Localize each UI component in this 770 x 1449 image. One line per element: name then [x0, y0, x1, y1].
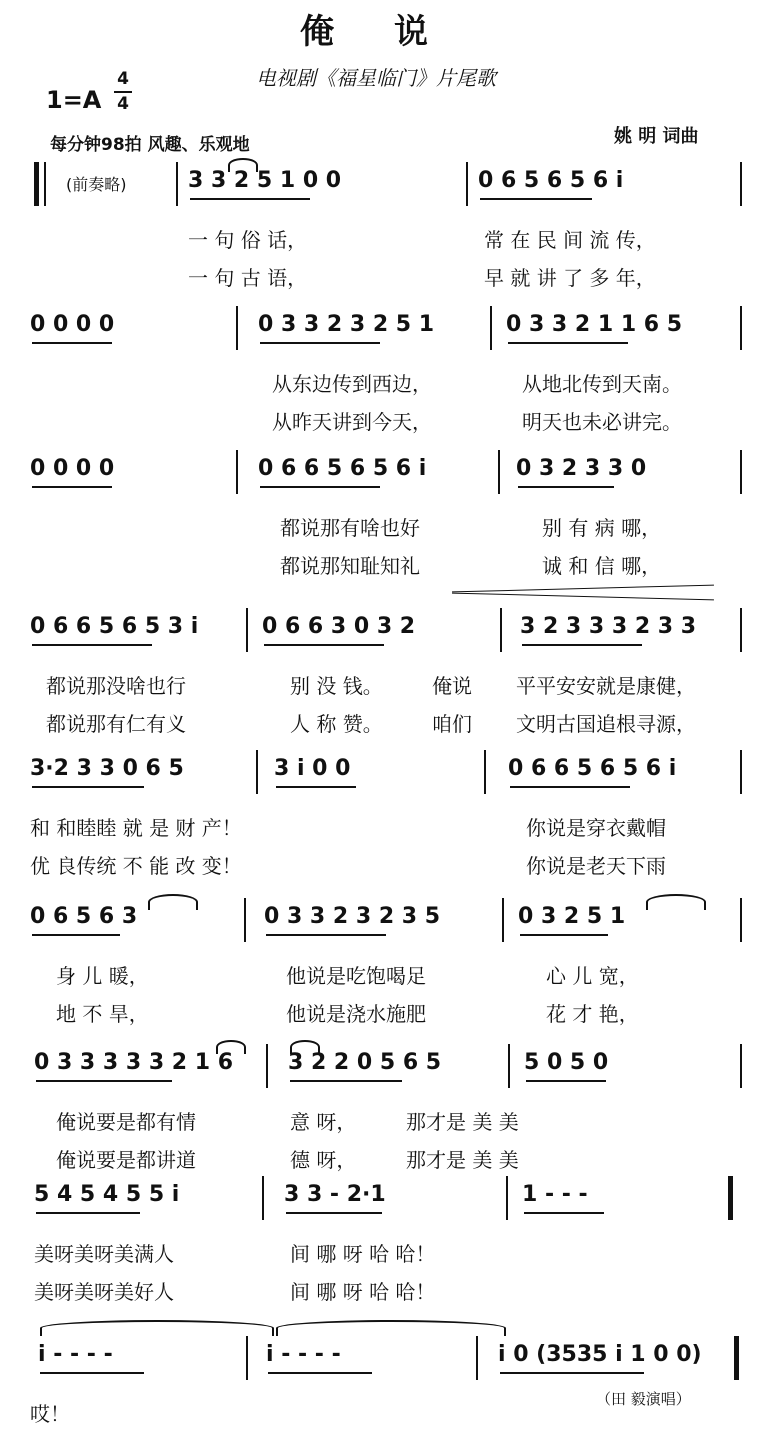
- tempo-marking: 每分钟98拍 风趣、乐观地: [50, 135, 250, 155]
- lyric-text: 从昨天讲到今天，: [272, 410, 432, 434]
- beam-underline: [260, 486, 380, 488]
- barline: [244, 898, 246, 942]
- notation-measure: 5 4 5 4 5 5 i: [34, 1182, 180, 1207]
- barline: [466, 162, 468, 206]
- beam-underline: [32, 786, 144, 788]
- performer-credit: （田 毅演唱）: [596, 1390, 691, 1408]
- notation-measure: 0 3 2 3 3 0: [516, 456, 647, 481]
- notation-measure: 0 0 0 0: [30, 456, 115, 481]
- lyric-text: 俺说: [432, 674, 472, 698]
- lyric-text: 那才是 美 美: [406, 1110, 519, 1134]
- beam-underline: [40, 1372, 144, 1374]
- barline: [740, 162, 742, 206]
- barline: [500, 608, 502, 652]
- barline: [262, 1176, 264, 1220]
- notation-measure: i 0 (3535 i 1 0 0): [498, 1342, 702, 1367]
- lyric-text: 都说那没啥也行: [46, 674, 186, 698]
- notation-measure: i - - - -: [38, 1342, 113, 1367]
- barline: [246, 1336, 248, 1380]
- notation-measure: 1 - - -: [522, 1182, 588, 1207]
- lyric-text: 美呀美呀美好人: [34, 1280, 174, 1304]
- notation-measure: 0 6 6 5 6 5 3 i: [30, 614, 199, 639]
- notation-measure: 0 6 6 3 0 3 2: [262, 614, 416, 639]
- barline: [498, 450, 500, 494]
- lyric-text: 一 句 古 语，: [188, 266, 308, 290]
- lyric-text: 美呀美呀美满人: [34, 1242, 174, 1266]
- crescendo-hairpin: [452, 593, 714, 601]
- lyric-text: 常 在 民 间 流 传，: [484, 228, 656, 252]
- beam-underline: [36, 1212, 140, 1214]
- barline: [236, 450, 238, 494]
- lyric-text: 平平安安就是康健，: [516, 674, 696, 698]
- beam-underline: [276, 786, 356, 788]
- barline: [490, 306, 492, 350]
- beam-underline: [526, 1080, 606, 1082]
- song-title: 俺说: [300, 12, 488, 52]
- lyric-text: 地 不 旱，: [56, 1002, 149, 1026]
- final-barline: [734, 1336, 739, 1380]
- barline: [740, 898, 742, 942]
- lyric-text: 意 呀，: [290, 1110, 357, 1134]
- time-signature-line: [114, 91, 132, 93]
- lyric-text: 文明古国追根寻源，: [516, 712, 696, 736]
- composer-credit: 姚 明 词曲: [614, 126, 699, 147]
- notation-measure: 3 2 2 0 5 6 5: [288, 1050, 442, 1075]
- barline: [246, 608, 248, 652]
- lyric-text: 哎！: [30, 1402, 70, 1426]
- beam-underline: [508, 342, 628, 344]
- lyric-text: 明天也未必讲完。: [522, 410, 682, 434]
- beam-underline: [520, 934, 608, 936]
- beam-underline: [518, 486, 614, 488]
- lyric-text: 身 儿 暖，: [56, 964, 149, 988]
- beam-underline: [268, 1372, 372, 1374]
- intro-note: (前奏略): [66, 175, 127, 194]
- beam-underline: [266, 934, 386, 936]
- barline: [740, 306, 742, 350]
- beam-underline: [500, 1372, 644, 1374]
- beam-underline: [480, 198, 592, 200]
- lyric-text: 都说那有啥也好: [280, 516, 420, 540]
- lyric-text: 诚 和 信 哪，: [542, 554, 662, 578]
- slur-arc: [148, 894, 198, 910]
- barline: [484, 750, 486, 794]
- beam-underline: [36, 1080, 172, 1082]
- key-signature: 1=A: [46, 86, 102, 114]
- beam-underline: [524, 1212, 604, 1214]
- barline: [740, 608, 742, 652]
- barline: [740, 1044, 742, 1088]
- barline: [506, 1176, 508, 1220]
- lyric-text: 都说那知耻知礼: [280, 554, 420, 578]
- lyric-text: 从地北传到天南。: [522, 372, 682, 396]
- slur-arc: [40, 1320, 274, 1336]
- lyric-text: 花 才 艳，: [546, 1002, 639, 1026]
- song-subtitle: 电视剧《福星临门》片尾歌: [256, 66, 496, 90]
- beam-underline: [290, 1080, 402, 1082]
- slur-arc: [276, 1320, 506, 1336]
- barline: [740, 450, 742, 494]
- beam-underline: [286, 1212, 382, 1214]
- barline: [502, 898, 504, 942]
- barline: [476, 1336, 478, 1380]
- lyric-text: 你说是穿衣戴帽: [526, 816, 666, 840]
- slur-arc: [290, 1040, 320, 1054]
- barline: [176, 162, 178, 206]
- beam-underline: [522, 644, 642, 646]
- barline: [236, 306, 238, 350]
- notation-measure: 0 3 3 2 3 2 3 5: [264, 904, 441, 929]
- lyric-text: 从东边传到西边，: [272, 372, 432, 396]
- notation-measure: 0 3 2 5 1: [518, 904, 626, 929]
- notation-measure: 0 3 3 2 1 1 6 5: [506, 312, 683, 337]
- notation-measure: 0 6 5 6 5 6 i: [478, 168, 624, 193]
- notation-measure: 0 6 5 6 3: [30, 904, 138, 929]
- notation-measure: 3 2 3 3 3 2 3 3: [520, 614, 697, 639]
- time-signature-top: 4: [117, 69, 129, 89]
- final-barline: [728, 1176, 733, 1220]
- lyric-text: 那才是 美 美: [406, 1148, 519, 1172]
- lyric-text: 德 呀，: [290, 1148, 357, 1172]
- notation-measure: 3 3 - 2·1: [284, 1182, 386, 1207]
- lyric-text: 都说那有仁有义: [46, 712, 186, 736]
- beam-underline: [264, 644, 384, 646]
- beam-underline: [32, 644, 152, 646]
- notation-measure: i - - - -: [266, 1342, 341, 1367]
- crescendo-hairpin: [452, 585, 714, 593]
- lyric-text: 间 哪 呀 哈 哈！: [290, 1242, 436, 1266]
- time-signature: [114, 70, 132, 113]
- notation-measure: 3·2 3 3 0 6 5: [30, 756, 184, 781]
- repeat-start-thin-barline: [44, 162, 46, 206]
- slur-arc: [646, 894, 706, 910]
- notation-measure: 3 i 0 0: [274, 756, 351, 781]
- slur-arc: [216, 1040, 246, 1054]
- notation-measure: 0 3 3 2 3 2 5 1: [258, 312, 435, 337]
- beam-underline: [32, 934, 120, 936]
- lyric-text: 俺说要是都有情: [56, 1110, 196, 1134]
- lyric-text: 早 就 讲 了 多 年，: [484, 266, 656, 290]
- notation-measure: 0 3 3 3 3 3 2 1 6: [34, 1050, 234, 1075]
- lyric-text: 别 有 病 哪，: [542, 516, 662, 540]
- beam-underline: [190, 198, 310, 200]
- lyric-text: 人 称 赞。: [290, 712, 383, 736]
- barline: [740, 750, 742, 794]
- slur-arc: [228, 158, 258, 172]
- repeat-start-barline: [34, 162, 39, 206]
- lyric-text: 别 没 钱。: [290, 674, 383, 698]
- lyric-text: 俺说要是都讲道: [56, 1148, 196, 1172]
- beam-underline: [32, 342, 112, 344]
- lyric-text: 他说是吃饱喝足: [286, 964, 426, 988]
- beam-underline: [32, 486, 112, 488]
- time-signature-bottom: 4: [117, 94, 129, 114]
- barline: [256, 750, 258, 794]
- barline: [508, 1044, 510, 1088]
- lyric-text: 心 儿 宽，: [546, 964, 639, 988]
- lyric-text: 他说是浇水施肥: [286, 1002, 426, 1026]
- barline: [266, 1044, 268, 1088]
- notation-measure: 0 0 0 0: [30, 312, 115, 337]
- beam-underline: [510, 786, 630, 788]
- lyric-text: 和 和睦睦 就 是 财 产！: [30, 816, 242, 840]
- lyric-text: 你说是老天下雨: [526, 854, 666, 878]
- lyric-text: 咱们: [432, 712, 472, 736]
- beam-underline: [260, 342, 380, 344]
- lyric-text: 优 良传统 不 能 改 变！: [30, 854, 242, 878]
- lyric-text: 一 句 俗 话，: [188, 228, 308, 252]
- notation-measure: 5 0 5 0: [524, 1050, 609, 1075]
- notation-measure: 0 6 6 5 6 5 6 i: [508, 756, 677, 781]
- lyric-text: 间 哪 呀 哈 哈！: [290, 1280, 436, 1304]
- notation-measure: 0 6 6 5 6 5 6 i: [258, 456, 427, 481]
- notation-measure: 3 3 2 5 1 0 0: [188, 168, 342, 193]
